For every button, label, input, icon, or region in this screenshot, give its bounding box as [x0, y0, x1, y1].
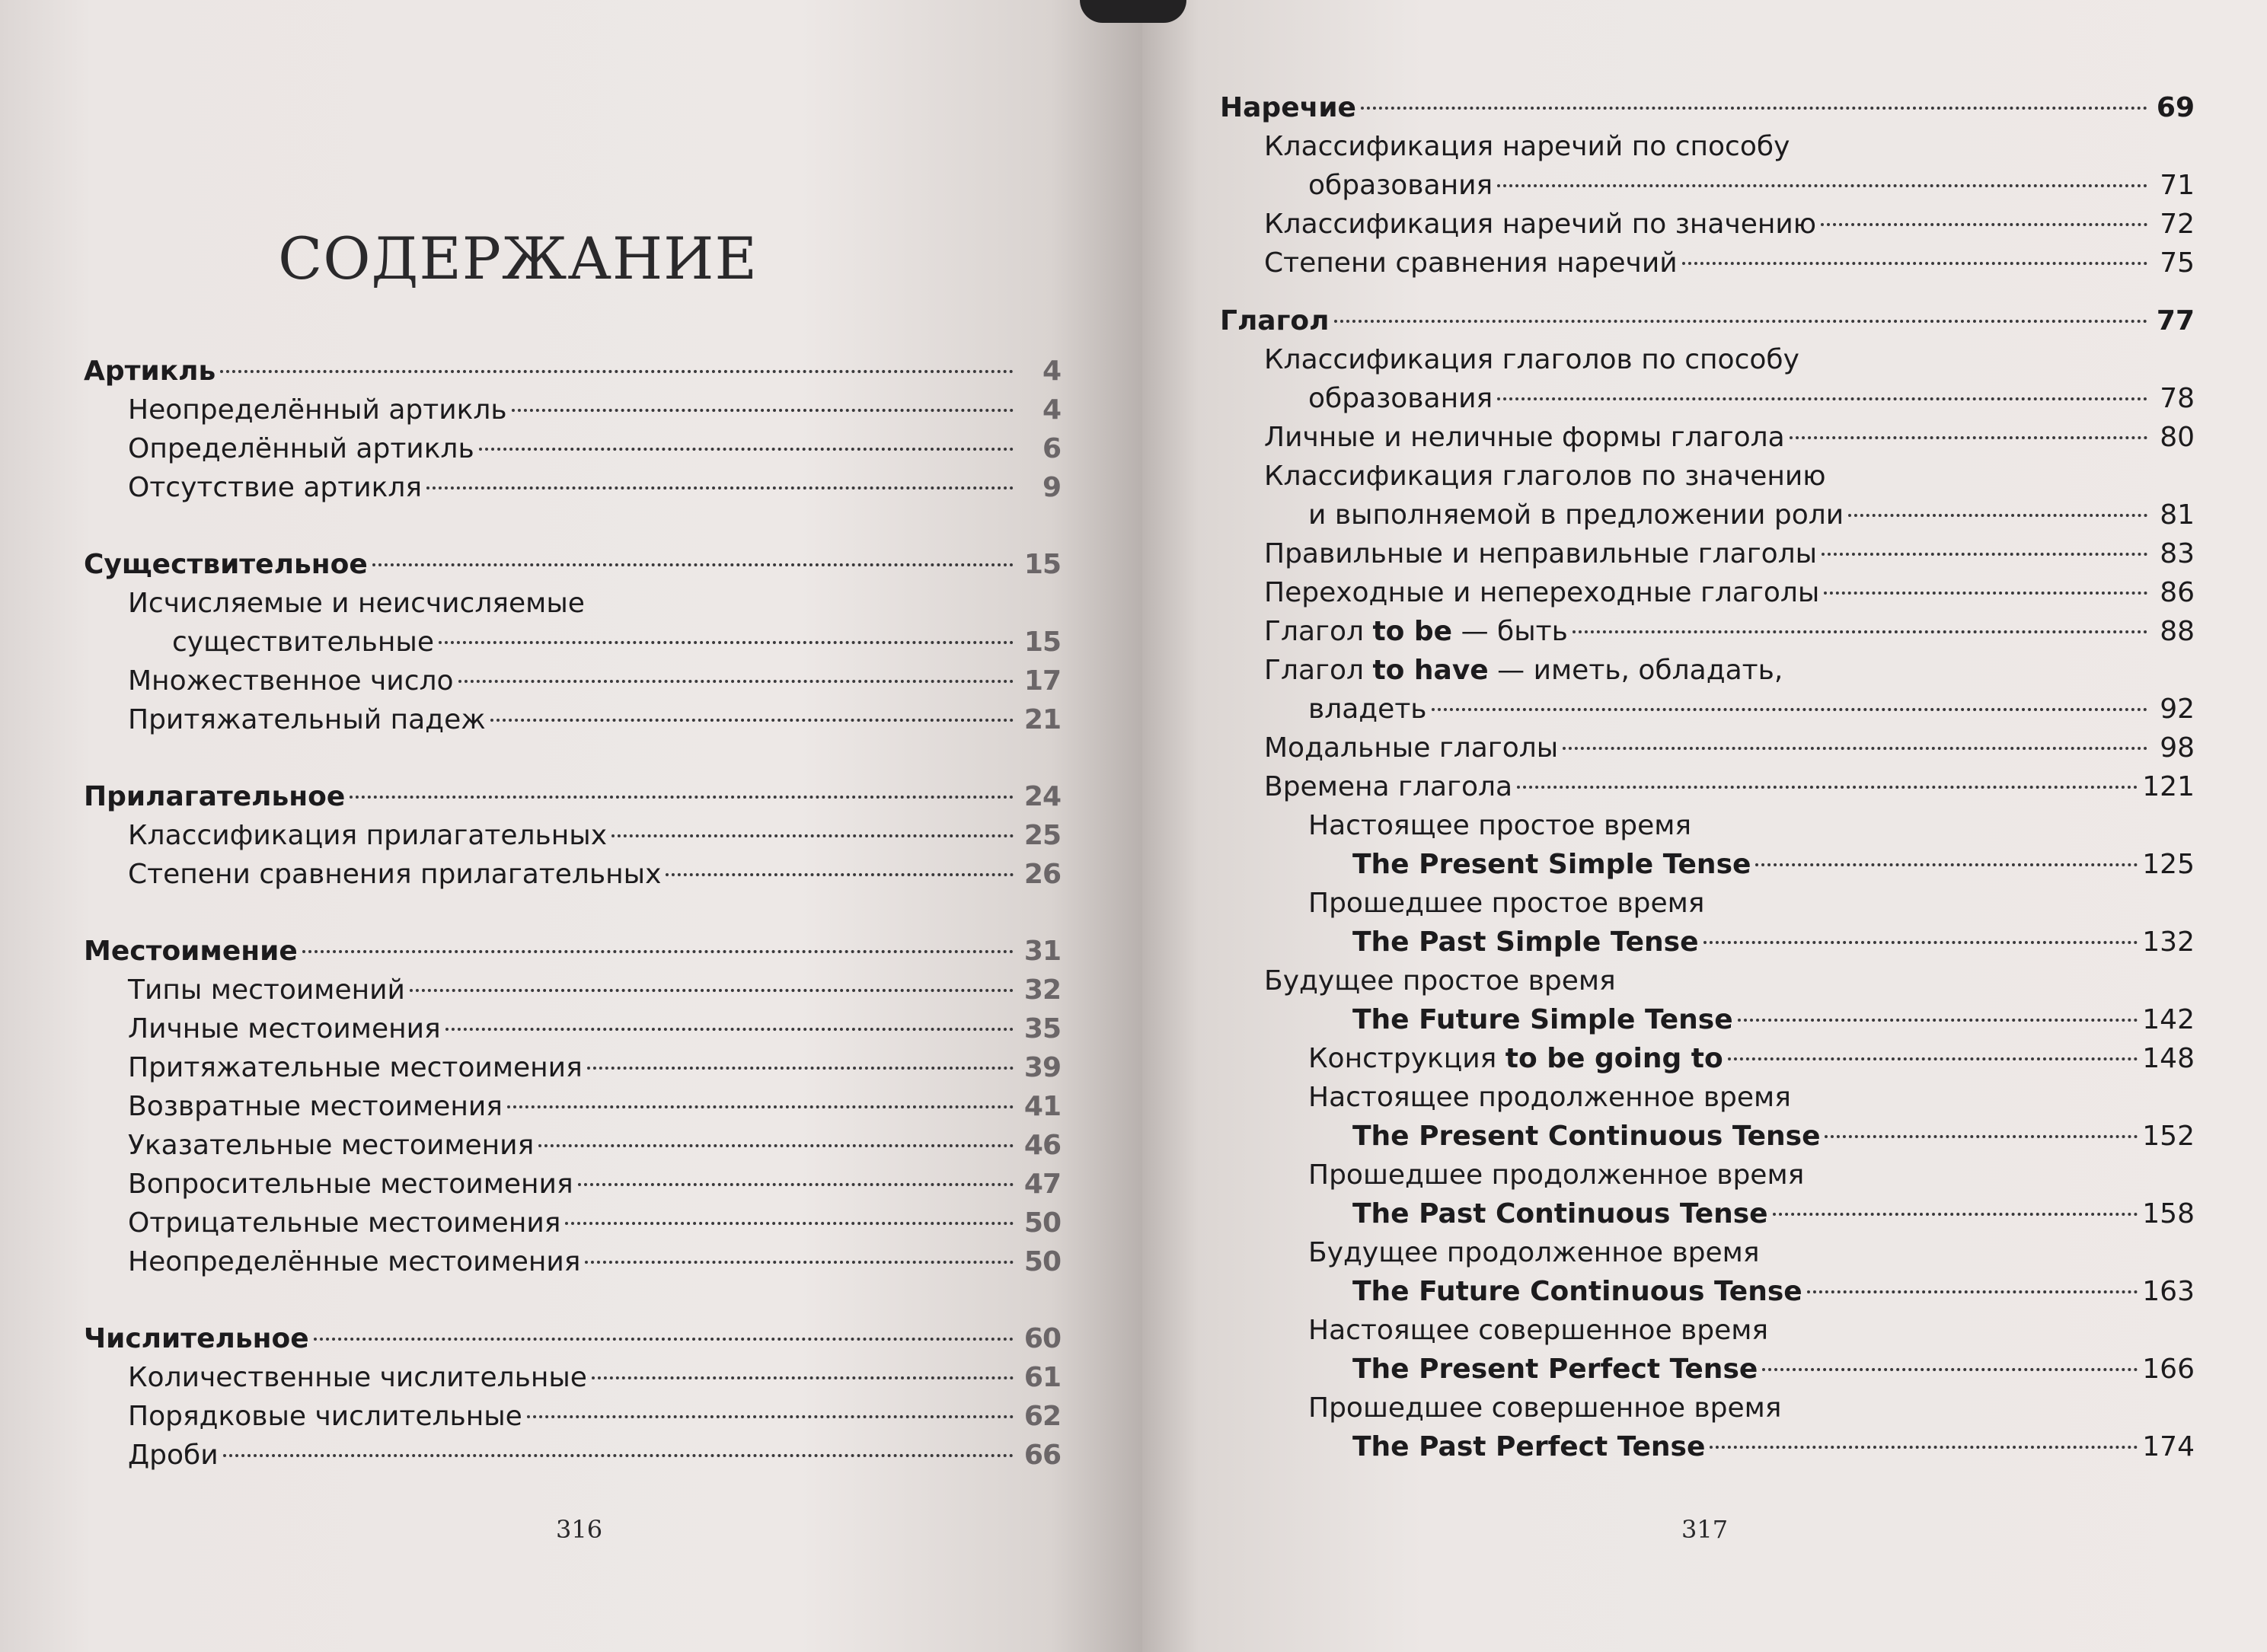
page-number: 152 — [2142, 1121, 2195, 1152]
toc-entry: Неопределённый артикль 4 — [84, 391, 1061, 429]
toc-entry: Типы местоимений 32 — [84, 971, 1061, 1009]
page-number: 50 — [1023, 1207, 1061, 1239]
toc-entry: Степени сравнения наречий 75 — [1220, 244, 2195, 282]
dot-leader — [1497, 397, 2147, 400]
dot-leader — [1824, 592, 2147, 595]
toc-entry: Личные и неличные формы глагола 80 — [1220, 418, 2195, 457]
toc-section: Глагол 77 — [1220, 301, 2195, 340]
toc-section: Местоимение 31 — [84, 932, 1061, 971]
page-number: 31 — [1023, 936, 1061, 967]
dot-leader — [1825, 1135, 2138, 1138]
toc-entry: Определённый артикль 6 — [84, 429, 1061, 468]
page-number: 47 — [1023, 1169, 1061, 1200]
toc-section: Существительное 15 — [84, 545, 1061, 584]
dot-leader — [372, 563, 1014, 566]
dot-leader — [1710, 1446, 2138, 1449]
toc-entry: Классификация глаголов по способу — [1264, 344, 1799, 375]
toc-entry: Настоящее простое время — [1308, 810, 1692, 841]
page-number: 81 — [2160, 499, 2195, 531]
page-number: 92 — [2160, 694, 2195, 725]
toc-entry: Глагол to be — быть 88 — [1220, 612, 2195, 651]
toc-entry: Возвратные местоимения 41 — [84, 1087, 1061, 1126]
toc-entry: Настоящее совершенное время — [1308, 1315, 1769, 1346]
toc-entry: Множественное число 17 — [84, 662, 1061, 700]
page-number: 4 — [1042, 356, 1061, 387]
toc-entry: Конструкция to be going to 148 — [1220, 1039, 2195, 1078]
dot-leader — [1821, 223, 2147, 226]
page-number: 125 — [2142, 849, 2195, 880]
page-number: 142 — [2142, 1004, 2195, 1035]
page-number: 41 — [1023, 1091, 1061, 1122]
dot-leader — [350, 796, 1014, 799]
page-number: 66 — [1023, 1440, 1061, 1471]
toc-section: Прилагательное 24 — [84, 777, 1061, 816]
dot-leader — [1848, 514, 2147, 517]
dot-leader — [585, 1261, 1014, 1264]
toc-entry: Отрицательные местоимения 50 — [84, 1204, 1061, 1242]
page-number: 4 — [1042, 394, 1061, 426]
dot-leader — [1773, 1213, 2138, 1216]
dot-leader — [1573, 630, 2147, 633]
toc-entry: Прошедшее простое время — [1308, 888, 1705, 919]
page-number: 32 — [1023, 974, 1061, 1006]
page-number: 80 — [2160, 422, 2195, 453]
toc-entry: Исчисляемые и неисчисляемые — [128, 588, 585, 619]
page-number: 75 — [2160, 247, 2195, 279]
page-number: 17 — [1023, 665, 1061, 697]
toc-entry: Степени сравнения прилагательных 26 — [84, 855, 1061, 894]
toc-entry: образования 71 — [1220, 166, 2195, 205]
page-number: 24 — [1023, 781, 1061, 812]
toc-entry: Указательные местоимения 46 — [84, 1126, 1061, 1165]
dot-leader — [445, 1028, 1014, 1031]
page-number: 39 — [1023, 1052, 1061, 1083]
dot-leader — [1728, 1057, 2138, 1060]
toc-section: Артикль 4 — [84, 352, 1061, 391]
toc-entry: Личные местоимения 35 — [84, 1009, 1061, 1048]
page-number: 166 — [2142, 1354, 2195, 1385]
page-folio: 317 — [1681, 1515, 1729, 1544]
dot-leader — [527, 1415, 1014, 1418]
page-number: 6 — [1042, 433, 1061, 464]
toc-entry: Прошедшее продолженное время — [1308, 1159, 1805, 1191]
dot-leader — [439, 641, 1014, 644]
toc-entry: Неопределённые местоимения 50 — [84, 1242, 1061, 1281]
page-number: 25 — [1023, 820, 1061, 851]
dot-leader — [1762, 1368, 2138, 1371]
dot-leader — [1497, 184, 2147, 187]
page-number: 132 — [2142, 926, 2195, 958]
page-number: 15 — [1023, 627, 1061, 658]
dot-leader — [666, 873, 1014, 876]
dot-leader — [479, 448, 1014, 451]
dot-leader — [1563, 747, 2147, 750]
dot-leader — [458, 680, 1014, 683]
toc-section: Наречие 69 — [1220, 88, 2195, 127]
toc-entry: The Future Simple Tense 142 — [1220, 1000, 2195, 1039]
page-number: 35 — [1023, 1013, 1061, 1044]
toc-entry: Вопросительные местоимения 47 — [84, 1165, 1061, 1204]
toc-entry: The Past Continuous Tense 158 — [1220, 1194, 2195, 1233]
page-number: 46 — [1023, 1130, 1061, 1161]
toc-entry: Количественные числительные 61 — [84, 1358, 1061, 1397]
toc-entry: Правильные и неправильные глаголы 83 — [1220, 534, 2195, 573]
page-number: 148 — [2142, 1043, 2195, 1074]
binding-clip — [1080, 0, 1186, 23]
toc-entry: существительные 15 — [84, 623, 1061, 662]
dot-leader — [220, 370, 1014, 373]
page-number: 158 — [2142, 1198, 2195, 1229]
toc-entry: Переходные и непереходные глаголы 86 — [1220, 573, 2195, 612]
toc-entry: Прошедшее совершенное время — [1308, 1392, 1782, 1424]
page-number: 78 — [2160, 383, 2195, 414]
page-number: 21 — [1023, 704, 1061, 735]
dot-leader — [565, 1222, 1014, 1225]
toc-entry: Притяжательный падеж 21 — [84, 700, 1061, 739]
toc-entry: The Present Continuous Tense 152 — [1220, 1117, 2195, 1156]
dot-leader — [1361, 107, 2147, 110]
dot-leader — [1703, 941, 2138, 944]
page-number: 69 — [2156, 92, 2195, 123]
dot-leader — [1807, 1290, 2138, 1293]
dot-leader — [490, 719, 1014, 722]
dot-leader — [1334, 320, 2147, 323]
toc-entry: владеть 92 — [1220, 690, 2195, 729]
page-number: 98 — [2160, 732, 2195, 764]
toc-entry: The Past Perfect Tense 174 — [1220, 1427, 2195, 1466]
page-number: 61 — [1023, 1362, 1061, 1393]
toc-entry: The Present Perfect Tense 166 — [1220, 1350, 2195, 1389]
dot-leader — [1755, 863, 2138, 866]
page-number: 62 — [1023, 1401, 1061, 1432]
toc-entry: Времена глагола 121 — [1220, 767, 2195, 806]
dot-leader — [1790, 436, 2147, 439]
dot-leader — [538, 1144, 1014, 1147]
page-number: 121 — [2142, 771, 2195, 802]
toc-entry: Классификация наречий по значению 72 — [1220, 205, 2195, 244]
page-number: 60 — [1023, 1323, 1061, 1354]
dot-leader — [512, 409, 1014, 412]
page-number: 26 — [1023, 859, 1061, 890]
toc-entry: The Future Continuous Tense 163 — [1220, 1272, 2195, 1311]
page-number: 15 — [1023, 549, 1061, 580]
toc-entry: Притяжательные местоимения 39 — [84, 1048, 1061, 1087]
dot-leader — [578, 1183, 1014, 1186]
page-number: 88 — [2160, 616, 2195, 647]
page-folio: 316 — [556, 1515, 603, 1544]
toc-entry: Отсутствие артикля 9 — [84, 468, 1061, 507]
dot-leader — [507, 1105, 1014, 1108]
toc-entry: Классификация глаголов по значению — [1264, 461, 1826, 492]
toc-entry: Настоящее продолженное время — [1308, 1082, 1791, 1113]
page-number: 163 — [2142, 1276, 2195, 1307]
page-title: СОДЕРЖАНИЕ — [278, 225, 758, 292]
toc-list-left — [84, 352, 1061, 1475]
toc-entry: Будущее продолженное время — [1308, 1237, 1760, 1268]
toc-entry: Будущее простое время — [1264, 965, 1616, 997]
toc-entry: Порядковые числительные 62 — [84, 1397, 1061, 1436]
dot-leader — [1738, 1019, 2138, 1022]
dot-leader — [611, 834, 1014, 837]
toc-section: Числительное 60 — [84, 1319, 1061, 1358]
dot-leader — [587, 1067, 1014, 1070]
toc-entry: Классификация прилагательных 25 — [84, 816, 1061, 855]
page-number: 83 — [2160, 538, 2195, 569]
toc-entry: Классификация наречий по способу — [1264, 131, 1790, 162]
dot-leader — [410, 989, 1014, 992]
toc-entry: и выполняемой в предложении роли 81 — [1220, 496, 2195, 534]
page-number: 174 — [2142, 1431, 2195, 1462]
dot-leader — [1682, 262, 2147, 265]
page-number: 50 — [1023, 1246, 1061, 1277]
page-number: 86 — [2160, 577, 2195, 608]
toc-entry: Модальные глаголы 98 — [1220, 729, 2195, 767]
toc-entry: Глагол to have — иметь, обладать, — [1264, 655, 1783, 686]
dot-leader — [426, 486, 1014, 490]
toc-entry: The Present Simple Tense 125 — [1220, 845, 2195, 884]
dot-leader — [1432, 708, 2147, 711]
dot-leader — [223, 1454, 1014, 1457]
page-number: 9 — [1042, 472, 1061, 503]
page-number: 71 — [2160, 170, 2195, 201]
toc-entry: Дроби 66 — [84, 1436, 1061, 1475]
page-number: 72 — [2160, 209, 2195, 240]
dot-leader — [592, 1376, 1014, 1379]
toc-entry: The Past Simple Tense 132 — [1220, 923, 2195, 962]
page-number: 77 — [2156, 305, 2195, 336]
dot-leader — [314, 1338, 1014, 1341]
toc-entry: образования 78 — [1220, 379, 2195, 418]
toc-list-right — [1220, 88, 2195, 1466]
dot-leader — [1517, 786, 2138, 789]
dot-leader — [1822, 553, 2147, 556]
dot-leader — [302, 950, 1014, 953]
